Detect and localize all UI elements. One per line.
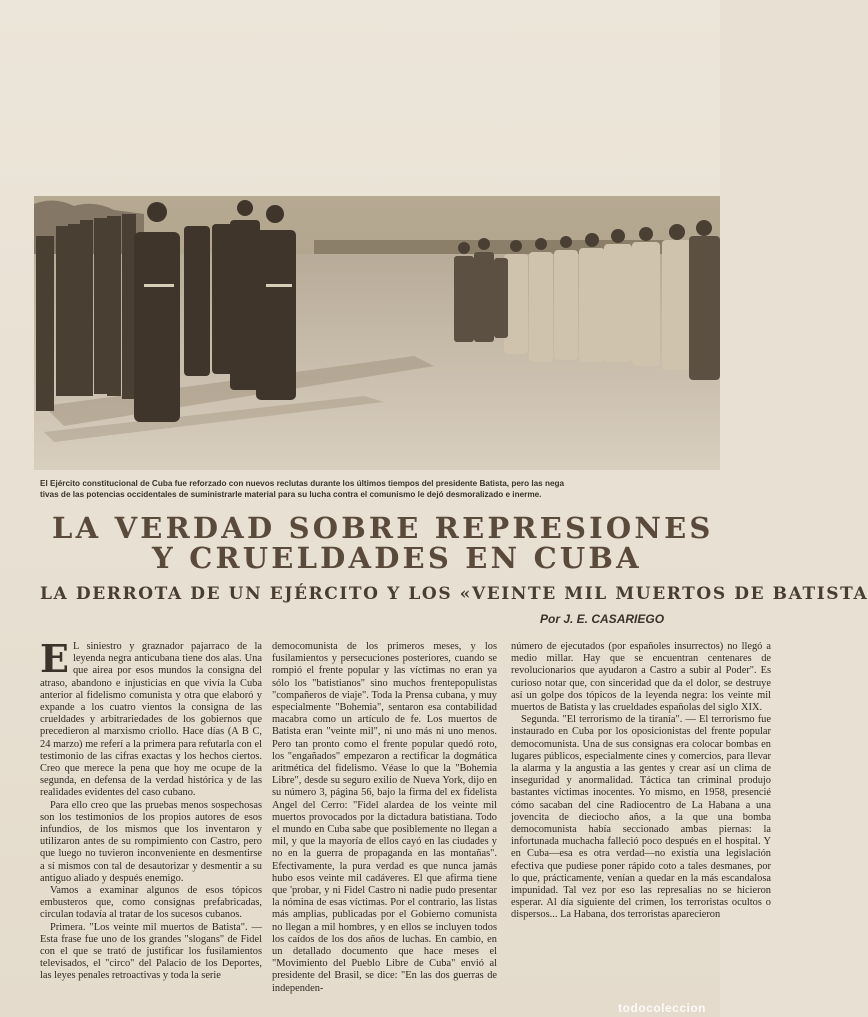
paragraph: número de ejecutados (por españoles insurrectos) no llegó a medio millar. Hay que se encuentran centenares de revolucionarios que ayudaron a Castro a subir al Poder". Es curioso notar que, con sinceridad que da el dolor, se destruye así un golpe dos tópicos de la leyenda negra: los veinte mil muertos de Batista y las crueldades españolas del siglo XIX. [511, 641, 771, 714]
drop-cap: E [40, 636, 69, 681]
paragraph: L siniestro y graznador pajarraco de la leyenda negra anticubana tiene dos alas. Una que airea por esos mundos la consigna del atraso, abandono e injusticias en que vivía la Cuba anterior al fidelismo comunista y otra que elaboró y expande a los cuatro vientos la consigna de las crueldades y arbitrariedades de los gobiernos que precedieron al marxismo criollo. Hace días (A B C, 24 marzo) me referí a la primera para refutarla con el testimonio de las cifras exactas y los hechos ciertos. Creo que merece la pena que hoy me ocupe de la segunda, en defensa de la verdad histórica y de las realidades evidentes del caso cubano. [40, 641, 262, 799]
paragraph: Para ello creo que las pruebas menos sospechosas son los testimonios de los propios autores de esos infundios, de los mismos que los inventaron y utilizaron antes de su rompimiento con Castro, pero que luego no tuvieron inconveniente en desmentirse a sí mismos con tal de desautorizar y desmentir a su antiguo aliado y después enemigo. [40, 799, 262, 884]
headline-line-1: LA VERDAD SOBRE REPRESIONES [52, 511, 714, 545]
watermark: todocoleccion [618, 1001, 706, 1015]
army-parade-photo [34, 196, 720, 470]
caption-line-2: tivas de las potencias occidentales de suministrarle material para su lucha contra el comunismo le dejó desmoralizado e inerme. [40, 490, 542, 499]
byline: Por J. E. CASARIEGO [540, 612, 665, 626]
article-column-3 [511, 641, 771, 1017]
paragraph: Vamos a examinar algunos de esos tópicos embusteros que, como consignas prefabricadas, circulan todavía al tratar de los sucesos cubanos. [40, 885, 262, 921]
headline-line-2: Y CRUELDADES EN CUBA [152, 541, 642, 575]
paragraph: Primera. "Los veinte mil muertos de Batista". — Esta frase fue uno de los grandes "slogans" de Fidel con el que se trató de justificar los fusilamientos televisados, el "circo" del Palacio de los Deportes, las leyes penales retroactivas y toda la serie [40, 921, 262, 982]
paragraph: democomunista de los primeros meses, y los fusilamientos y persecuciones posteriores, cuando se rompió el frente popular y las víctimas no eran ya sólo los "batistianos" sino muchos frentepopulistas "compañeros de viaje". Toda la Prensa cubana, y muy especialmente "Bohemia", sentaron esa contabilidad macabra como un artículo de fe. Los muertos de Batista eran "veinte mil", ni uno más ni uno menos. Pero tan pronto como el frente popular quedó roto, los "engañados" empezaron a rectificar la dogmática aritmética del fidelismo. Véase lo que la "Bohemia Libre", desde su seguro exilio de Nueva York, dijo en su número 3, página 56, bajo la firma del ex fidelista Angel del Cerro: "Fidel alardea de los veinte mil muertos provocados por la dictadura batistiana. Todo el mundo en Cuba sabe que posiblemente no llegan a mil, y que la mayoría de ellos cayó en las ciudades y no en la guerra de propaganda en las montañas". Efectivamente, la pura verdad es que nunca jamás hubo esos veinte mil cadáveres. El que afirma tiene que 'probar, y ni Fidel Castro ni nadie pudo presentar la nómina de esas víctimas. Por el contrario, las listas más amplias, publicadas por el Gobierno comunista no llegan a mil hombres, y en ellos se incluyen todos los caídos de los dos años de luchas. En cambio, en un detallado documento que hace meses el "Movimiento del Pueblo Libre de Cuba" envió al presidente del Brasil, se dice: "En las dos guerras de independen- [272, 641, 497, 994]
subtitle: LA DERROTA DE UN EJÉRCITO Y LOS «VEINTE MIL MUERTOS DE BATISTA [40, 584, 868, 604]
photo-caption [40, 478, 720, 500]
caption-line-1: El Ejército constitucional de Cuba fue reforzado con nuevos reclutas durante los últimos tiempos del presidente Batista, pero las nega [40, 479, 565, 488]
article-column-2 [272, 641, 497, 1017]
paragraph: Segunda. "El terrorismo de la tiranía". — El terrorismo fue instaurado en Cuba por los oposicionistas del frente popular democomunista. Una de sus consignas era colocar bombas en lugares públicos, especialmente cines y comercios, para llevar la alarma y la angustia a las gentes y crear así un clima de inseguridad y anormalidad. Táctica tan criminal produjo bastantes víctimas inocentes. Yo mismo, en 1958, presencié cómo sacaban del cine Radiocentro de La Habana a una jovencita de dieciocho años, a la que una bomba democomunista había seccionado ambas piernas: la infortunada muchacha falleció poco después en el hospital. Y en Cuba—esa es otra verdad—no existía una legislación efectiva que pudiese poner rápido coto a tales desmanes, por lo que, prácticamente, venían a quedar en la más escandalosa impunidad. Tal vez por eso las represalias no se hicieron esperar. Al día siguiente del crimen, los terroristas ocultos o dispersos... La Habana, dos terroristas aparecieron [511, 714, 771, 921]
photo-illustration [34, 196, 720, 470]
article-column-1 [40, 636, 262, 1017]
